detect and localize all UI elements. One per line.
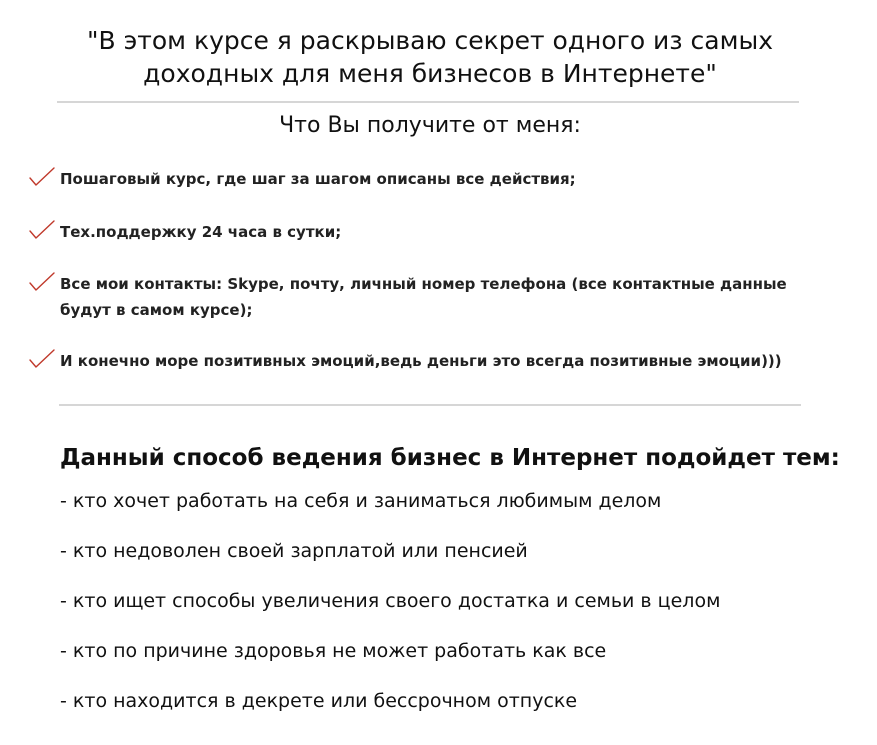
audience-item: - кто находится в декрете или бессрочном отпуске [60, 690, 578, 712]
audience-title: Данный способ ведения бизнес в Интернет подойдет тем: [60, 445, 840, 471]
check-icon [28, 348, 56, 370]
divider-top [57, 101, 799, 103]
check-icon [28, 219, 56, 241]
check-icon [28, 166, 56, 188]
headline-line-1: "В этом курсе я раскрываю секрет одного из самых [86, 26, 774, 55]
benefit-text: И конечно море позитивных эмоций,ведь деньги это всегда позитивные эмоции))) [60, 352, 782, 370]
audience-item: - кто недоволен своей зарплатой или пенсией [60, 540, 528, 562]
headline [0, 24, 860, 90]
benefit-text: Пошаговый курс, где шаг за шагом описаны все действия; [60, 170, 576, 188]
divider-middle [59, 404, 801, 406]
benefits-title: Что Вы получите от меня: [279, 113, 581, 138]
audience-item: - кто по причине здоровья не может работать как все [60, 640, 607, 662]
benefit-item [28, 219, 808, 245]
benefit-item [28, 271, 808, 323]
audience-item: - кто ищет способы увеличения своего достатка и семьи в целом [60, 590, 721, 612]
benefit-item [28, 348, 808, 374]
check-icon [28, 271, 56, 293]
audience-item: - кто хочет работать на себя и заниматься любимым делом [60, 490, 662, 512]
benefit-text: Все мои контакты: Skype, почту, личный номер телефона (все контактные данные будут в самом курсе); [60, 275, 787, 319]
headline-line-2: доходных для меня бизнесов в Интернете" [143, 59, 717, 88]
benefit-text: Тех.поддержку 24 часа в сутки; [60, 223, 342, 241]
benefit-item [28, 166, 808, 192]
